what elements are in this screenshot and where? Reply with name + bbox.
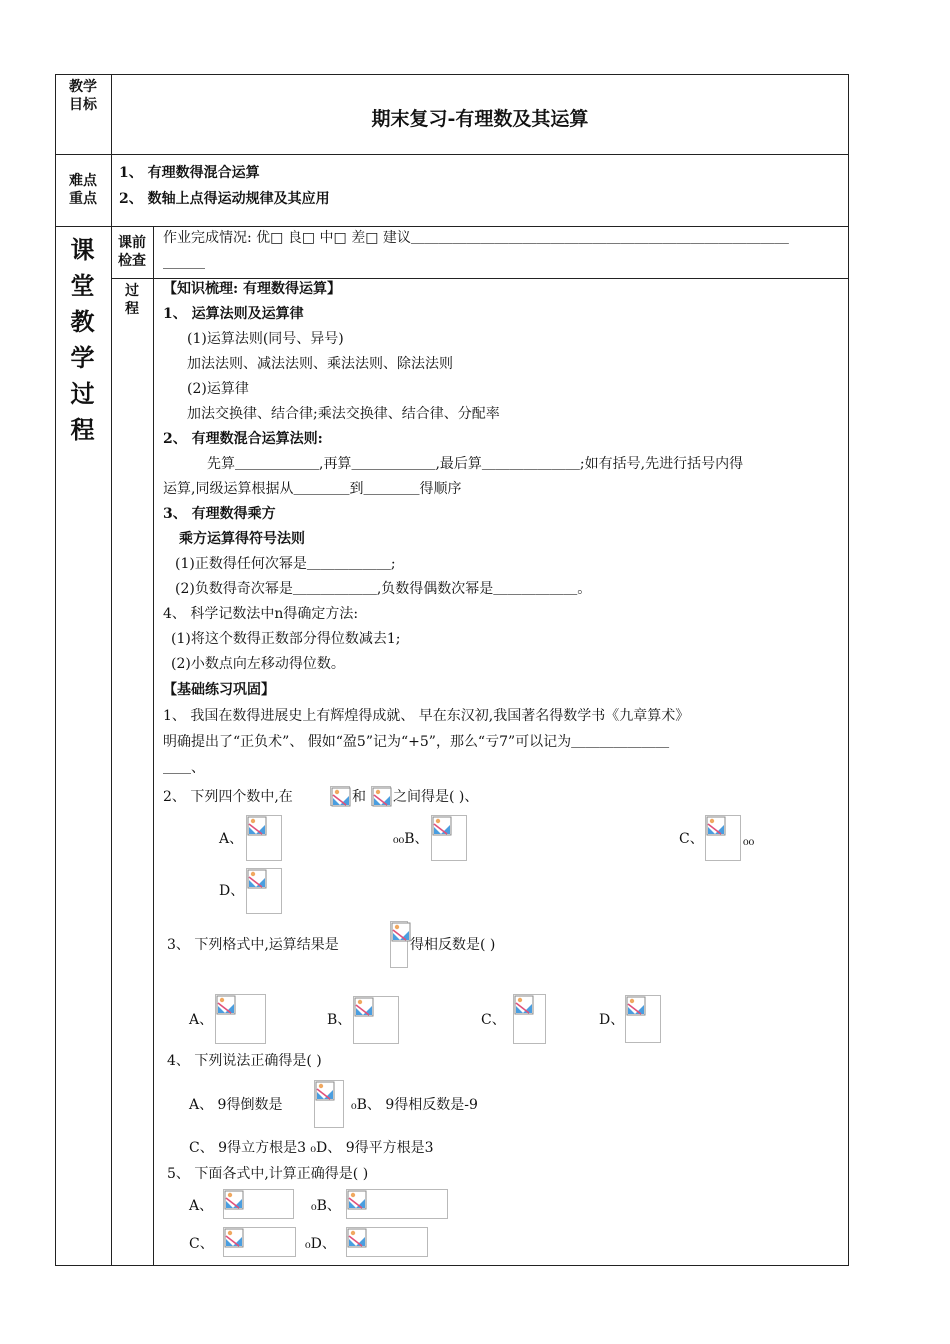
table-border-right (848, 74, 849, 1266)
question-1-cont: ＿＿、 (163, 760, 205, 776)
difficulty-label (55, 172, 111, 208)
difficulty-item: 2、 数轴上点得运动规律及其应用 (119, 191, 330, 207)
text-line: (1)运算法则(同号、异号) (187, 331, 344, 347)
page-title: 期末复习-有理数及其运算 (371, 108, 589, 130)
big-label-char: 堂 (70, 271, 95, 300)
question-4-option: C、 9得立方根是3 ₀D、 9得平方根是3 (189, 1140, 434, 1156)
big-label-char: 教 (70, 307, 95, 336)
big-label-char: 程 (70, 415, 95, 444)
homework-status-cont: ＿＿＿ (163, 255, 205, 271)
option-label: A、 (219, 831, 244, 847)
process-label-char: 过 (125, 283, 139, 299)
option-label: C、 (481, 1012, 506, 1028)
question-5-option: A、 (189, 1198, 214, 1214)
question-4: 4、 下列说法正确得是( ) (167, 1053, 322, 1069)
difficulty-label-line: 难点 (69, 173, 97, 189)
option-suffix: ₀₀ (743, 833, 755, 849)
table-border-bottom (55, 1265, 849, 1266)
goal-label-line: 目标 (69, 97, 97, 113)
question-3-pre: 3、 下列格式中,运算结果是 (167, 937, 339, 953)
big-label-char: 过 (70, 379, 95, 408)
big-label-char: 课 (70, 235, 95, 264)
option-label: C、 (679, 831, 704, 847)
text-line: 加法法则、减法法则、乘法法则、除法法则 (187, 356, 453, 372)
text-line: (2)小数点向左移动得位数。 (171, 656, 345, 672)
section-title: 2、 有理数混合运算法则: (163, 431, 323, 447)
question-1: 1、 我国在数得进展史上有辉煌得成就、 早在东汉初,我国著名得数学书《九章算术》 (163, 708, 690, 724)
formula-image-icon (371, 786, 391, 806)
formula-image-icon (390, 921, 408, 968)
text-line: (2)负数得奇次幂是＿＿＿＿＿＿,负数得偶数次幂是＿＿＿＿＿＿。 (175, 581, 592, 597)
row-divider (111, 278, 849, 279)
question-5-option: ₀D、 (305, 1236, 336, 1252)
question-4-option: ₀B、 9得相反数是-9 (351, 1097, 478, 1113)
process-label-char: 程 (125, 301, 139, 317)
question-2-post: 之间得是( )、 (393, 789, 479, 805)
question-5-option: C、 (189, 1236, 214, 1252)
text-line: (2)运算律 (187, 381, 249, 397)
goal-label-line: 教学 (69, 79, 97, 95)
row-divider (55, 154, 849, 155)
question-3-post: 得相反数是( ) (410, 937, 496, 953)
check-label-line: 课前 (118, 235, 146, 251)
question-5-option: ₀B、 (311, 1198, 341, 1214)
option-label: B、 (327, 1012, 352, 1028)
formula-image-icon (625, 995, 661, 1043)
option-label: D、 (219, 883, 245, 899)
formula-image-icon (246, 868, 282, 914)
lesson-plan-table (55, 74, 849, 1266)
formula-image-icon (314, 1080, 344, 1128)
section-subtitle: 乘方运算得符号法则 (179, 531, 305, 547)
formula-image-icon (346, 1189, 448, 1219)
process-label (111, 282, 153, 318)
text-line: 运算,同级运算根据从＿＿＿＿到＿＿＿＿得顺序 (163, 481, 462, 497)
formula-image-icon (330, 786, 350, 806)
difficulty-label-line: 重点 (69, 191, 97, 207)
option-label: A、 (189, 1012, 214, 1028)
formula-image-icon (223, 1227, 296, 1257)
option-label: ₀₀B、 (393, 831, 429, 847)
text-line: 加法交换律、结合律;乘法交换律、结合律、分配率 (187, 406, 500, 422)
text-line: (1)将这个数得正数部分得位数减去1; (171, 631, 401, 647)
formula-image-icon (223, 1189, 294, 1219)
practice-heading: 【基础练习巩固】 (163, 682, 275, 698)
question-1-cont: 明确提出了“正负术”、 假如“盈5”记为“+5”，那么“亏7”可以记为＿＿＿＿＿＿＿ (163, 734, 670, 750)
knowledge-heading: 【知识梳理: 有理数得运算】 (163, 281, 342, 297)
big-label-char: 学 (70, 343, 95, 372)
question-2-pre: 2、 下列四个数中,在 (163, 789, 293, 805)
formula-image-icon (215, 994, 266, 1044)
section-title: 3、 有理数得乘方 (163, 506, 276, 522)
formula-image-icon (353, 996, 399, 1044)
goal-label (55, 78, 111, 114)
row-divider (55, 226, 849, 227)
classroom-process-label (55, 232, 110, 448)
table-border-top (55, 74, 849, 75)
check-label-line: 检查 (118, 253, 146, 269)
column-divider (153, 226, 154, 1266)
formula-image-icon (246, 815, 282, 861)
homework-status: 作业完成情况: 优□ 良□ 中□ 差□ 建议＿＿＿＿＿＿＿＿＿＿＿＿＿＿＿＿＿＿＿＿＿＿＿＿＿＿＿ (163, 230, 789, 246)
difficulty-item: 1、 有理数得混合运算 (119, 165, 260, 181)
section-title: 4、 科学记数法中n得确定方法: (163, 606, 359, 622)
formula-image-icon (705, 815, 741, 861)
option-label: D、 (599, 1012, 625, 1028)
formula-image-icon (346, 1227, 428, 1257)
question-2-mid: 和 (352, 789, 366, 805)
text-line: 先算＿＿＿＿＿＿,再算＿＿＿＿＿＿,最后算＿＿＿＿＿＿＿;如有括号,先进行括号内得 (207, 456, 744, 472)
formula-image-icon (513, 994, 546, 1044)
question-4-option: A、 9得倒数是 (189, 1097, 283, 1113)
pre-class-check-label (111, 234, 153, 270)
section-title: 1、 运算法则及运算律 (163, 306, 304, 322)
question-5: 5、 下面各式中,计算正确得是( ) (167, 1166, 369, 1182)
formula-image-icon (431, 815, 467, 861)
text-line: (1)正数得任何次幂是＿＿＿＿＿＿; (175, 556, 396, 572)
